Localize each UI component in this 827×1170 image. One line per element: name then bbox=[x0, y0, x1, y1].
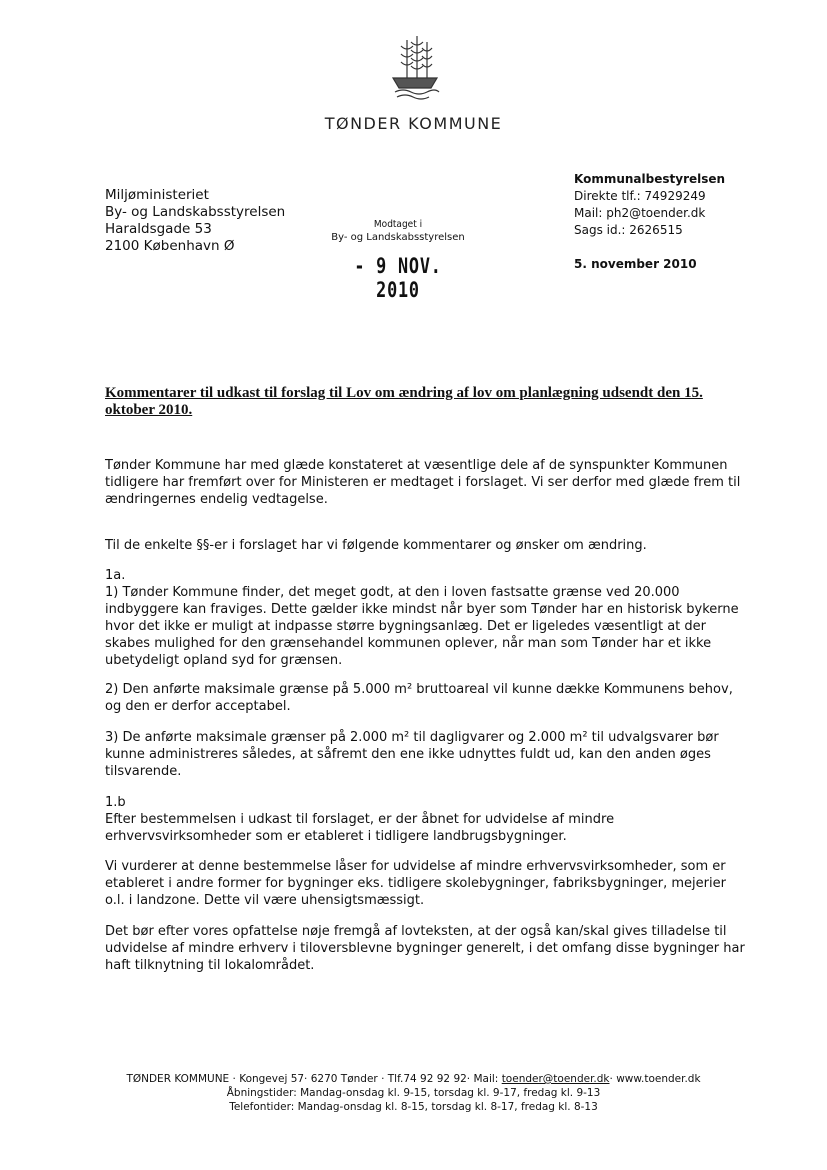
sender-department: Kommunalbestyrelsen bbox=[574, 172, 726, 186]
recipient-line: Miljøministeriet bbox=[105, 187, 209, 203]
section-1b-paragraph-1: Efter bestemmelsen i udkast til forslaget, er der åbnet for udvidelse af mindre erhvervsvirksomheder som er etableret i tidligere landbrugsbygninger. bbox=[105, 812, 615, 844]
received-stamp bbox=[318, 218, 478, 302]
section-1b-label: 1.b bbox=[105, 795, 126, 810]
recipient-address bbox=[105, 187, 285, 255]
footer-address-line bbox=[0, 1072, 827, 1086]
section-1a-point-3: 3) De anførte maksimale grænser på 2.000 m² til dagligvarer og 2.000 m² til udvalgsvarer bør kunne administreres således, at såfremt den ene ikke udnyttes fuldt ud, kan den anden øges tilsvarende. bbox=[105, 730, 719, 779]
sender-mail: Mail: ph2@toender.dk bbox=[574, 206, 706, 220]
lead-paragraph: Til de enkelte §§-er i forslaget har vi følgende kommentarer og ønsker om ændring. bbox=[105, 538, 647, 553]
section-1a-label: 1a. bbox=[105, 568, 126, 583]
footer-opening-hours: Åbningstider: Mandag-onsdag kl. 9-15, torsdag kl. 9-17, fredag kl. 9-13 bbox=[226, 1087, 601, 1099]
letter-date: 5. november 2010 bbox=[574, 257, 697, 271]
section-1a-point-2: 2) Den anførte maksimale grænse på 5.000 m² bruttoareal vil kunne dække Kommunens behov, og den er derfor acceptabel. bbox=[105, 682, 733, 714]
recipient-line: By- og Landskabsstyrelsen bbox=[105, 204, 286, 220]
stamp-date: - 9 NOV. 2010 bbox=[354, 254, 442, 302]
letter-subject: Kommentarer til udkast til forslag til Lov om ændring af lov om planlægning udsendt den 15. oktober 2010. bbox=[105, 385, 703, 418]
sender-phone: Direkte tlf.: 74929249 bbox=[574, 189, 706, 203]
intro-paragraph: Tønder Kommune har med glæde konstateret at væsentlige dele af de synspunkter Kommunen tidligere har fremført over for Ministeren er medtaget i forslaget. Vi ser derfor med glæde frem til ændringernes endelig vedtagelse. bbox=[105, 458, 741, 507]
recipient-line: Haraldsgade 53 bbox=[105, 221, 212, 237]
stamp-line: By- og Landskabsstyrelsen bbox=[331, 232, 465, 243]
sender-case-id: Sags id.: 2626515 bbox=[574, 223, 683, 237]
stamp-line: Modtaget i bbox=[373, 219, 423, 230]
footer-email-link[interactable]: toender@toender.dk bbox=[501, 1073, 610, 1085]
sender-block bbox=[574, 171, 725, 273]
organization-name: TØNDER KOMMUNE bbox=[324, 114, 503, 133]
ship-logo-icon bbox=[385, 32, 445, 102]
footer-address: TØNDER KOMMUNE · Kongevej 57· 6270 Tønder · Tlf.74 92 92 92· Mail: bbox=[126, 1073, 502, 1085]
recipient-line: 2100 København Ø bbox=[105, 238, 235, 254]
section-1b-paragraph-3: Det bør efter vores opfattelse nøje fremgå af lovteksten, at der også kan/skal gives tilladelse til udvidelse af mindre erhverv i tiloversblevne bygninger generelt, i det omfang disse bygninger har haft tilknytning til lokalområdet. bbox=[105, 924, 745, 973]
footer-website: · www.toender.dk bbox=[609, 1073, 701, 1085]
footer bbox=[0, 1072, 827, 1114]
section-1a-point-1: 1) Tønder Kommune finder, det meget godt, at den i loven fastsatte grænse ved 20.000 indbyggere kan fraviges. Dette gælder ikke mindst når byer som Tønder har en historisk bykerne hvor det ikke er muligt at indpasse større bygningsanlæg. Det er ligeledes væsentligt at der skabes mulighed for den grænsehandel kommunen oplever, når man som Tønder har et ikke ubetydeligt opland syd for grænsen. bbox=[105, 585, 739, 668]
section-1b-paragraph-2: Vi vurderer at denne bestemmelse låser for udvidelse af mindre erhvervsvirksomheder, som er etableret i andre former for bygninger eks. tidligere skolebygninger, fabriksbygninger, mejerier o.l. i landzone. Dette vil være uhensigtsmæssigt. bbox=[105, 859, 726, 908]
footer-phone-hours: Telefontider: Mandag-onsdag kl. 8-15, torsdag kl. 8-17, fredag kl. 8-13 bbox=[229, 1101, 598, 1113]
